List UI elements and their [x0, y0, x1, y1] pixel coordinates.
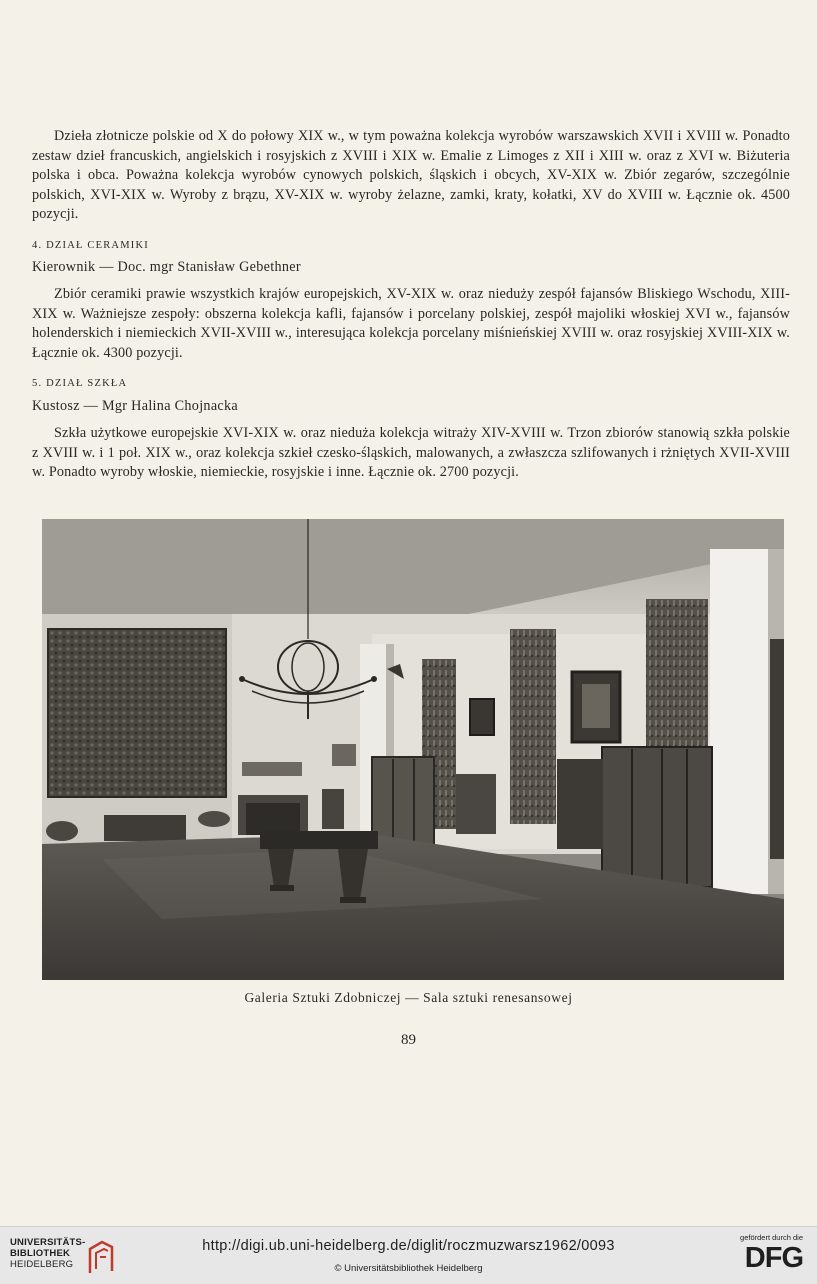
library-name-line2: BIBLIOTHEK	[10, 1248, 71, 1259]
library-name-line3: HEIDELBERG	[10, 1259, 74, 1270]
dfg-logo[interactable]	[723, 1233, 803, 1277]
paragraph-glass: Szkła użytkowe europejskie XVI-XIX w. oraz nieduża kolekcja witraży XIV-XVIII w. Trzon zbiorów stanowią szkła polskie z XVIII w. i 1 poł. XIX w., oraz kolekcja szkieł czesko-śląskich, malowanych, a zwłaszcza szlifowanych i rżniętych XVII-XVIII w. Ponadto wyroby włoskie, niemieckie, rosyjskie i inne. Łącznie ok. 2700 pozycji.	[32, 425, 790, 480]
dfg-wordmark: DFG	[744, 1242, 803, 1274]
section-heading-ceramics: 4. DZIAŁ CERAMIKI	[32, 240, 149, 251]
gallery-photograph	[42, 519, 784, 980]
section-head-glass: Kustosz — Mgr Halina Chojnacka	[32, 398, 239, 414]
library-name-line1: UNIVERSITÄTS-	[10, 1237, 86, 1248]
section-head-ceramics: Kierownik — Doc. mgr Stanisław Gebethner	[32, 259, 301, 275]
document-url-link[interactable]: http://digi.ub.uni-heidelberg.de/diglit/roczmuzwarsz1962/0093	[202, 1238, 615, 1254]
paragraph-ceramics: Zbiór ceramiki prawie wszystkich krajów europejskich, XV-XIX w. oraz nieduży zespół fajansów Bliskiego Wschodu, XIII-XIX w. Ważniejsze zespoły: obszerna kolekcja kafli, fajansów i porcelany polskiej, zespół majoliki włoskiej XVI w., fajansów holenderskich i niemieckich XVII-XVIII w., interesująca kolekcja porcelany miśnieńskiej XVIII w. oraz rosyjskiej XVIII-XIX w. Łącznie ok. 4300 pozycji.	[32, 286, 790, 361]
footer-bar	[0, 1226, 817, 1284]
section-heading-glass: 5. DZIAŁ SZKŁA	[32, 378, 128, 389]
page-number: 89	[401, 1032, 416, 1048]
gallery-photo-illustration	[42, 519, 784, 980]
dfg-funded-label: gefördert durch die	[740, 1233, 803, 1242]
paragraph-goldsmithing: Dzieła złotnicze polskie od X do połowy XIX w., w tym poważna kolekcja wyrobów warszawskich XVII i XVIII w. Ponadto zestaw dzieł francuskich, angielskich i rosyjskich z XVIII i XIX w. Emalie z Limoges z XII i XIII w. oraz z XVI w. Biżuteria polska i obca. Poważna kolekcja wyrobów cynowych polskich, śląskich i obcych, XV-XIX w. Zbiór zegarów, szczególnie polskich, XVI-XIX w. Wyroby z brązu, XV-XIX w. wyroby żelazne, zamki, kraty, kołatki, XV do XVIII w. Łącznie ok. 4500 pozycji.	[32, 128, 790, 222]
copyright-notice: © Universitätsbibliothek Heidelberg	[334, 1263, 483, 1274]
figure-caption: Galeria Sztuki Zdobniczej — Sala sztuki renesansowej	[244, 990, 573, 1005]
